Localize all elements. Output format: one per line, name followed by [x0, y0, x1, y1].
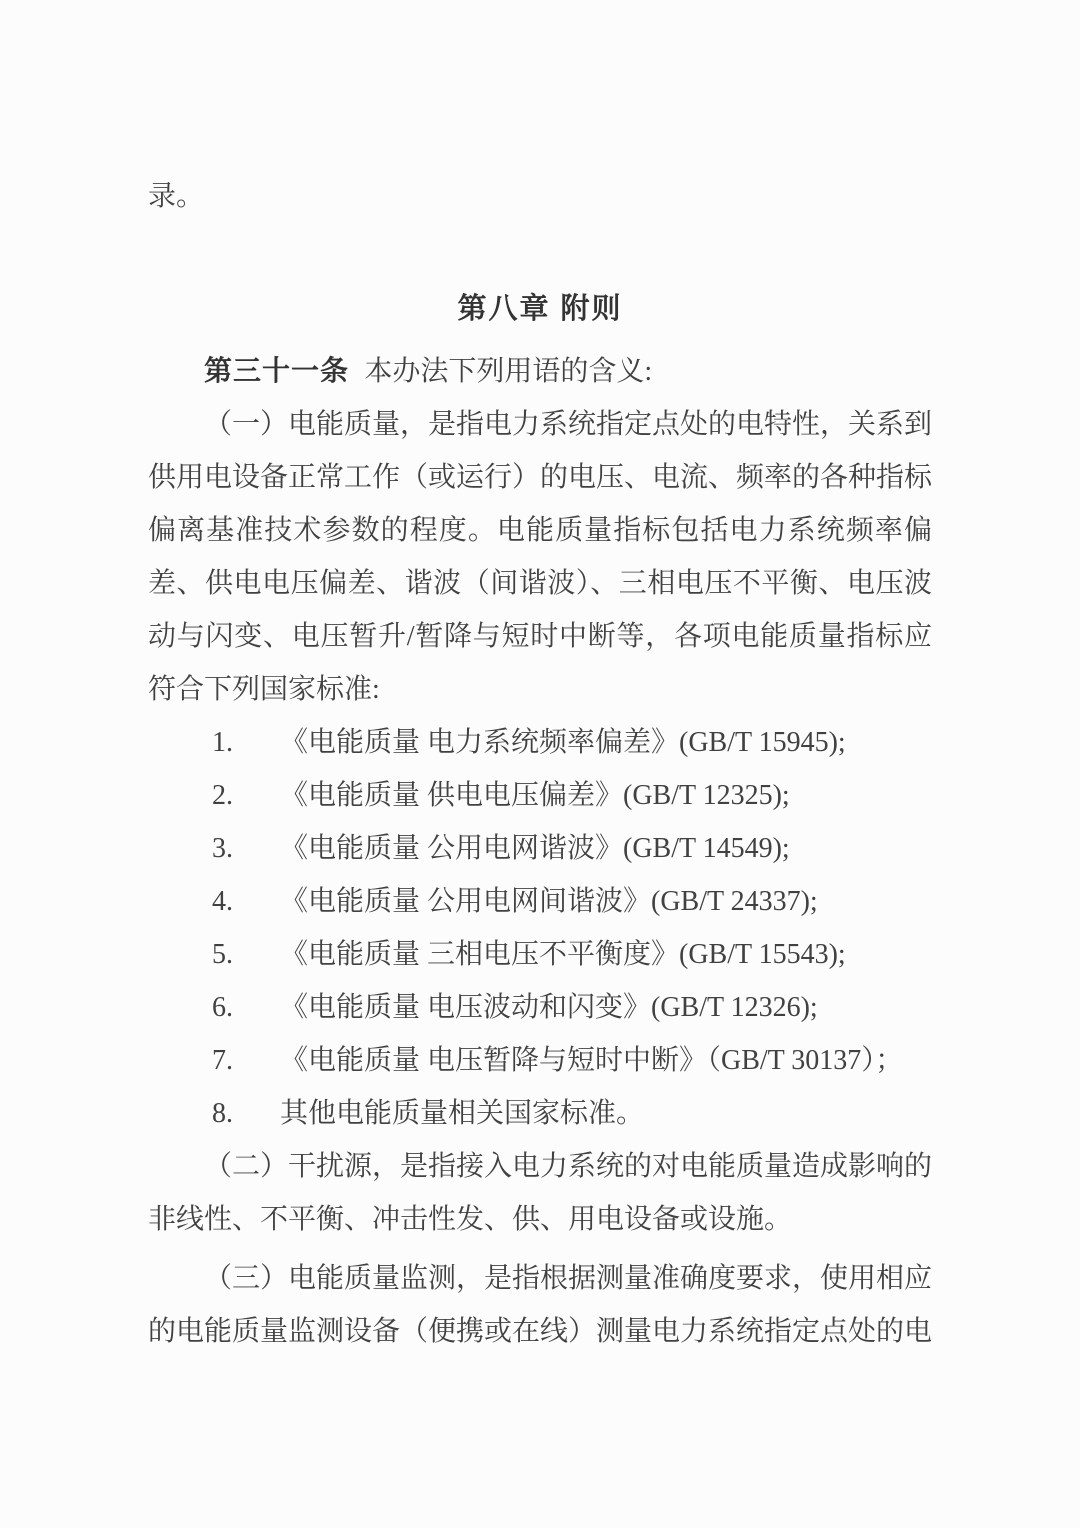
- standard-item-7: [148, 1034, 932, 1087]
- definition-paragraph-2: （二）干扰源，是指接入电力系统的对电能质量造成影响的非线性、不平衡、冲击性发、供、用电设备或设施。: [148, 1151, 933, 1235]
- standard-item-number: 7.: [212, 1045, 233, 1076]
- leading-paragraph-fragment: 录。: [148, 181, 205, 212]
- standard-item-text: 其他电能质量相关国家标准。: [280, 1098, 645, 1129]
- standard-item-6: [148, 981, 932, 1034]
- chapter-heading: 第八章 附则: [457, 293, 623, 325]
- standard-item-4: [148, 875, 932, 928]
- standard-item-number: 8.: [212, 1098, 233, 1129]
- standard-item-text: 《电能质量 公用电网谐波》(GB/T 14549);: [280, 833, 790, 864]
- standard-item-number: 1.: [212, 727, 233, 758]
- standard-item-2: [148, 769, 932, 822]
- standard-item-text: 《电能质量 电压波动和闪变》(GB/T 12326);: [280, 992, 818, 1023]
- article-31-line: [148, 344, 932, 398]
- standard-item-number: 5.: [212, 939, 233, 970]
- article-intro-text: 本办法下列用语的含义:: [364, 356, 653, 387]
- standard-item-5: [148, 928, 932, 981]
- standard-item-1: [148, 716, 932, 769]
- definition-paragraph-1: （一）电能质量，是指电力系统指定点处的电特性，关系到供用电设备正常工作（或运行）的电压、电流、频率的各种指标偏离基准技术参数的程度。电能质量指标包括电力系统频率偏差、供电电压偏差、谐波（间谐波）、三相电压不平衡、电压波动与闪变、电压暂升/暂降与短时中断等，各项电能质量指标应符合下列国家标准:: [148, 409, 933, 705]
- standard-item-number: 3.: [212, 833, 233, 864]
- standard-item-text: 《电能质量 电压暂降与短时中断》（GB/T 30137）；: [280, 1045, 904, 1076]
- article-number-label: 第三十一条: [204, 355, 350, 386]
- standard-item-number: 4.: [212, 886, 233, 917]
- standard-item-text: 《电能质量 三相电压不平衡度》(GB/T 15543);: [280, 939, 846, 970]
- standard-item-number: 2.: [212, 780, 233, 811]
- standard-item-text: 《电能质量 公用电网间谐波》(GB/T 24337);: [280, 886, 818, 917]
- standards-list: [148, 716, 932, 1140]
- standard-item-number: 6.: [212, 992, 233, 1023]
- standard-item-3: [148, 822, 932, 875]
- standard-item-8: [148, 1087, 932, 1140]
- standard-item-text: 《电能质量 供电电压偏差》(GB/T 12325);: [280, 780, 790, 811]
- definition-paragraph-3: （三）电能质量监测，是指根据测量准确度要求，使用相应的电能质量监测设备（便携或在线）测量电力系统指定点处的电: [148, 1263, 933, 1347]
- standard-item-text: 《电能质量 电力系统频率偏差》(GB/T 15945);: [280, 727, 846, 758]
